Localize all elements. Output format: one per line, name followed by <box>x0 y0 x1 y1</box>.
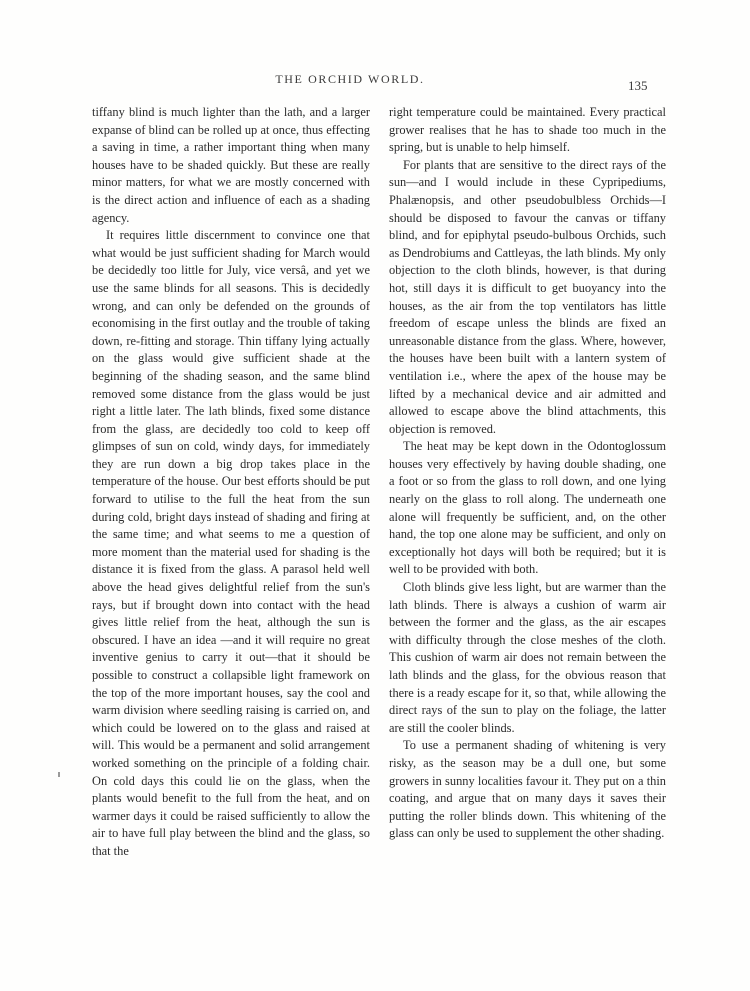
paragraph: The heat may be kept down in the Odontoglossum houses very effectively by having double shading, one a foot or so from the glass to roll down, and one lying nearly on the glass to roll along. The underneath one alone will frequently be sufficient, and, on the other hand, the top one alone may be sufficient, and only on exceptionally hot days will both be required; but it is well to be provided with both. <box>389 439 666 577</box>
page-number: 135 <box>628 78 648 93</box>
running-title: THE ORCHID WORLD. <box>275 72 425 86</box>
right-column <box>389 104 666 843</box>
left-column <box>92 104 370 861</box>
paragraph: right temperature could be maintained. Every practical grower realises that he has to shade too much in the spring, but is unable to help himself. <box>389 105 666 155</box>
margin-speck <box>58 772 60 777</box>
paragraph: Cloth blinds give less light, but are warmer than the lath blinds. There is always a cushion of warm air between the former and the glass, as the air escapes with difficulty through the close meshes of the cloth. This cushion of warm air does not remain between the lath blinds and the glass, for the obvious reason that there is a ready escape for it, so that, while allowing the direct rays of the sun to play on the foliage, the latter are still the cooler blinds. <box>389 580 666 735</box>
paragraph: For plants that are sensitive to the direct rays of the sun—and I would include in these Cypripediums, Phalænopsis, and other pseudobulbless Orchids—I should be disposed to favour the canvas or tiffany blind, and for epiphytal pseudo-bulbous Orchids, such as Dendrobiums and Cattleyas, the lath blinds. My only objection to the cloth blinds, however, is that during hot, still days it is difficult to get buoyancy into the houses, as the air from the top ventilators has little freedom of escape unless the blinds are fixed an unreasonable distance from the glass. Where, however, the houses have been built with a lantern system of ventilation i.e., where the apex of the house may be lifted by a mechanical device and air admitted and allowed to escape above the blind attachments, this objection is removed. <box>389 157 666 436</box>
paragraph: It requires little discernment to convince one that what would be just sufficient shading for March would be decidedly too little for July, vice versâ, and yet we use the same blinds for all seasons. This is decidedly wrong, and can only be defended on the grounds of economising in the first outlay and the trouble of taking down, re-fitting and storage. Thin tiffany lying actually on the glass would give sufficient shade at the beginning of the shading season, and the same blind removed some distance from the glass would be just right a little later. The lath blinds, fixed some distance from the glass, are decidedly too cold to keep off glimpses of sun on cold, windy days, for immediately they are run down a big drop takes place in the temperature of the house. Our best efforts should be put forward to utilise to the full the heat from the sun during cold, bright days instead of shading and firing at the same time; and what seems to me a question of more moment than the material used for shading is the distance it is fixed from the glass. A parasol held well above the head gives delightful relief from the sun's rays, but if brought down into contact with the head gives little relief from the heat, although the sun is obscured. I have an idea —and it will require no great inventive genius to carry it out—that it should be possible to construct a collapsible light framework on the top of the more important houses, say the cool and warm division where seedling raising is carried on, and which could be lowered on to the glass and raised at will. This would be a permanent and solid arrangement worked something on the principle of a folding chair. On cold days this could lie on the glass, when the plants would benefit to the full from the heat, and on warmer days it could be raised sufficiently to allow the air to have full play between the blind and the glass, so that the <box>92 228 370 858</box>
paragraph: To use a permanent shading of whitening is very risky, as the season may be a dull one, but some growers in sunny localities favour it. They put on a thin coating, and argue that on many days it saves their putting the roller blinds down. This whitening of the glass can only be used to supplement the other shading. <box>389 738 666 841</box>
paragraph: tiffany blind is much lighter than the lath, and a larger expanse of blind can be rolled up at once, thus effecting a saving in time, a rather important thing when many houses have to be shaded quickly. But these are really minor matters, for what we are mostly concerned with is the direct action and influence of each as a shading agency. <box>92 105 370 225</box>
